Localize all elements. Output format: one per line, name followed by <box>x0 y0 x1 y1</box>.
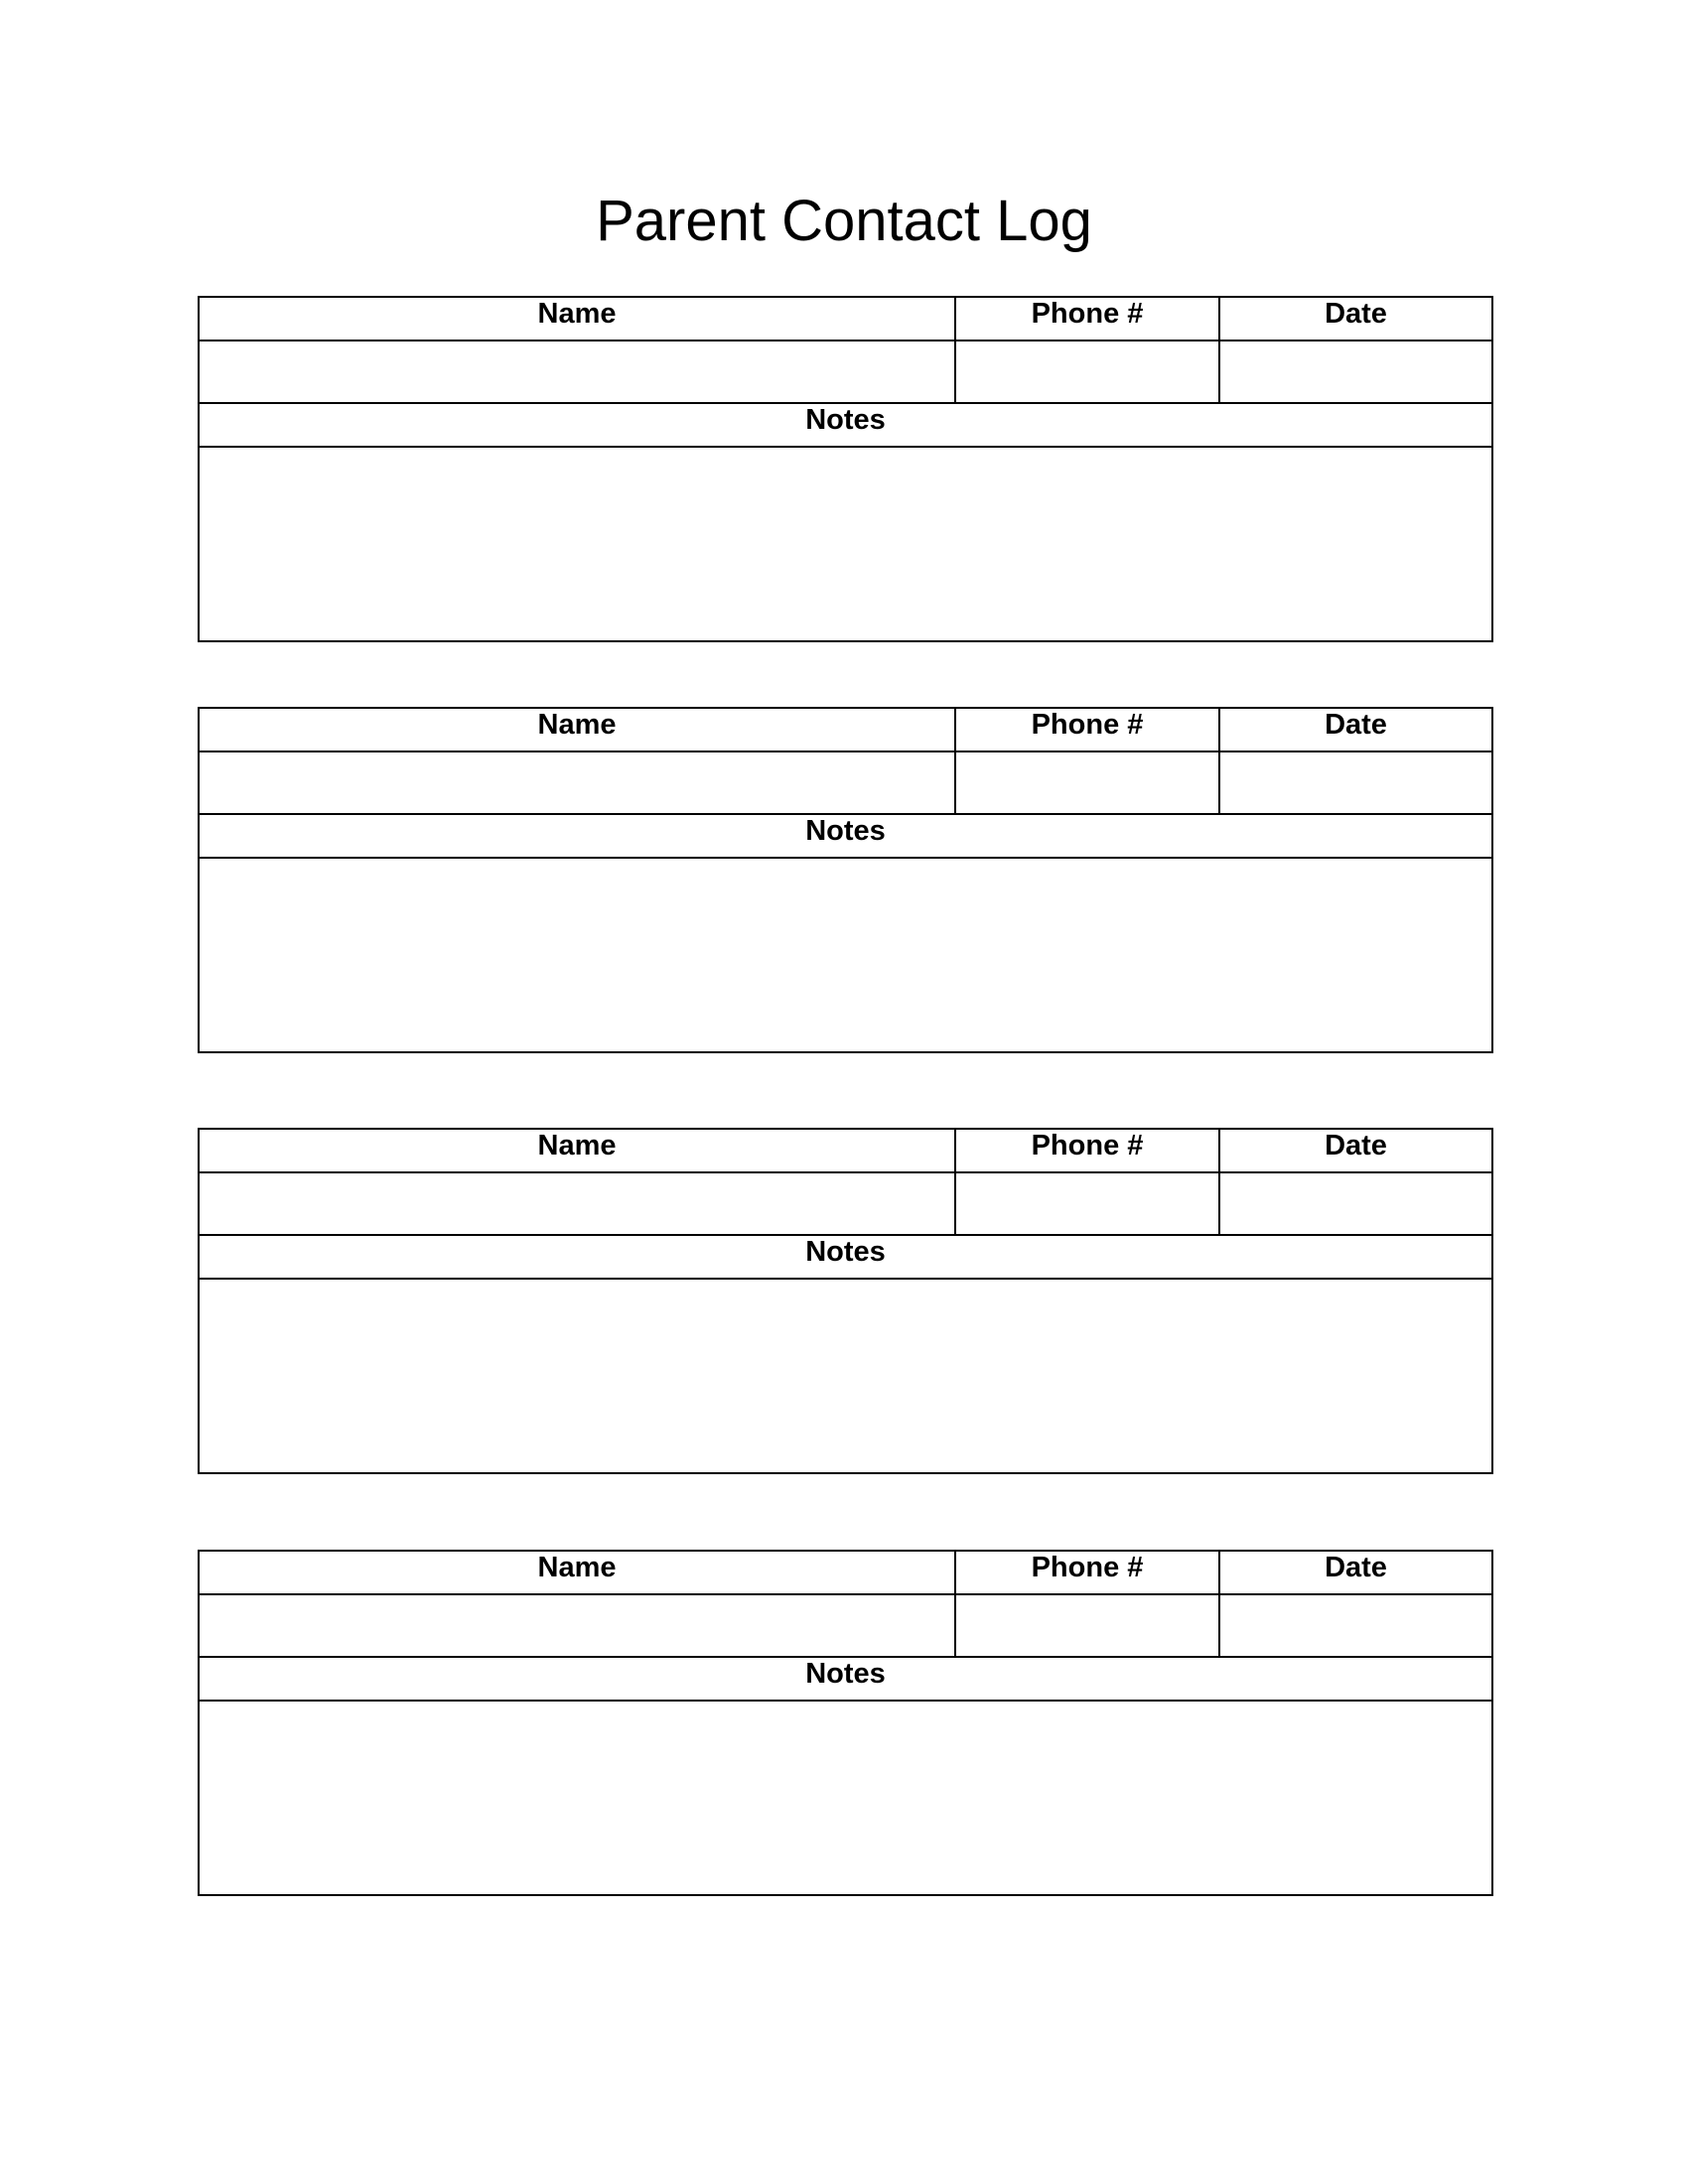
name-header: Name <box>199 297 955 341</box>
name-header: Name <box>199 1129 955 1172</box>
notes-row <box>199 447 1492 641</box>
entry-header-row <box>199 297 1492 341</box>
notes-header-row <box>199 403 1492 447</box>
phone-field[interactable] <box>955 1594 1219 1657</box>
notes-row <box>199 1279 1492 1473</box>
date-header: Date <box>1219 1129 1492 1172</box>
name-field[interactable] <box>199 751 955 814</box>
notes-row <box>199 1701 1492 1895</box>
phone-header: Phone # <box>955 1551 1219 1594</box>
contact-entry <box>198 1550 1493 1896</box>
entry-header-row <box>199 1129 1492 1172</box>
date-field[interactable] <box>1219 751 1492 814</box>
date-field[interactable] <box>1219 1594 1492 1657</box>
phone-header: Phone # <box>955 1129 1219 1172</box>
date-header: Date <box>1219 297 1492 341</box>
date-header: Date <box>1219 708 1492 751</box>
phone-field[interactable] <box>955 751 1219 814</box>
notes-row <box>199 858 1492 1052</box>
name-field[interactable] <box>199 1172 955 1235</box>
notes-field[interactable] <box>199 1279 1492 1473</box>
date-field[interactable] <box>1219 341 1492 403</box>
entry-fields-row <box>199 341 1492 403</box>
phone-header: Phone # <box>955 708 1219 751</box>
notes-header: Notes <box>199 403 1492 447</box>
notes-header: Notes <box>199 814 1492 858</box>
page-title: Parent Contact Log <box>596 189 1092 253</box>
date-header: Date <box>1219 1551 1492 1594</box>
notes-header: Notes <box>199 1235 1492 1279</box>
contact-entry <box>198 296 1493 642</box>
entry-fields-row <box>199 751 1492 814</box>
contact-entry <box>198 1128 1493 1474</box>
date-field[interactable] <box>1219 1172 1492 1235</box>
notes-header: Notes <box>199 1657 1492 1701</box>
entry-fields-row <box>199 1594 1492 1657</box>
notes-header-row <box>199 1235 1492 1279</box>
entry-header-row <box>199 708 1492 751</box>
name-header: Name <box>199 708 955 751</box>
entry-fields-row <box>199 1172 1492 1235</box>
name-field[interactable] <box>199 1594 955 1657</box>
name-field[interactable] <box>199 341 955 403</box>
phone-field[interactable] <box>955 1172 1219 1235</box>
phone-header: Phone # <box>955 297 1219 341</box>
contact-entry <box>198 707 1493 1053</box>
notes-header-row <box>199 814 1492 858</box>
phone-field[interactable] <box>955 341 1219 403</box>
notes-header-row <box>199 1657 1492 1701</box>
entry-header-row <box>199 1551 1492 1594</box>
notes-field[interactable] <box>199 858 1492 1052</box>
notes-field[interactable] <box>199 447 1492 641</box>
name-header: Name <box>199 1551 955 1594</box>
notes-field[interactable] <box>199 1701 1492 1895</box>
